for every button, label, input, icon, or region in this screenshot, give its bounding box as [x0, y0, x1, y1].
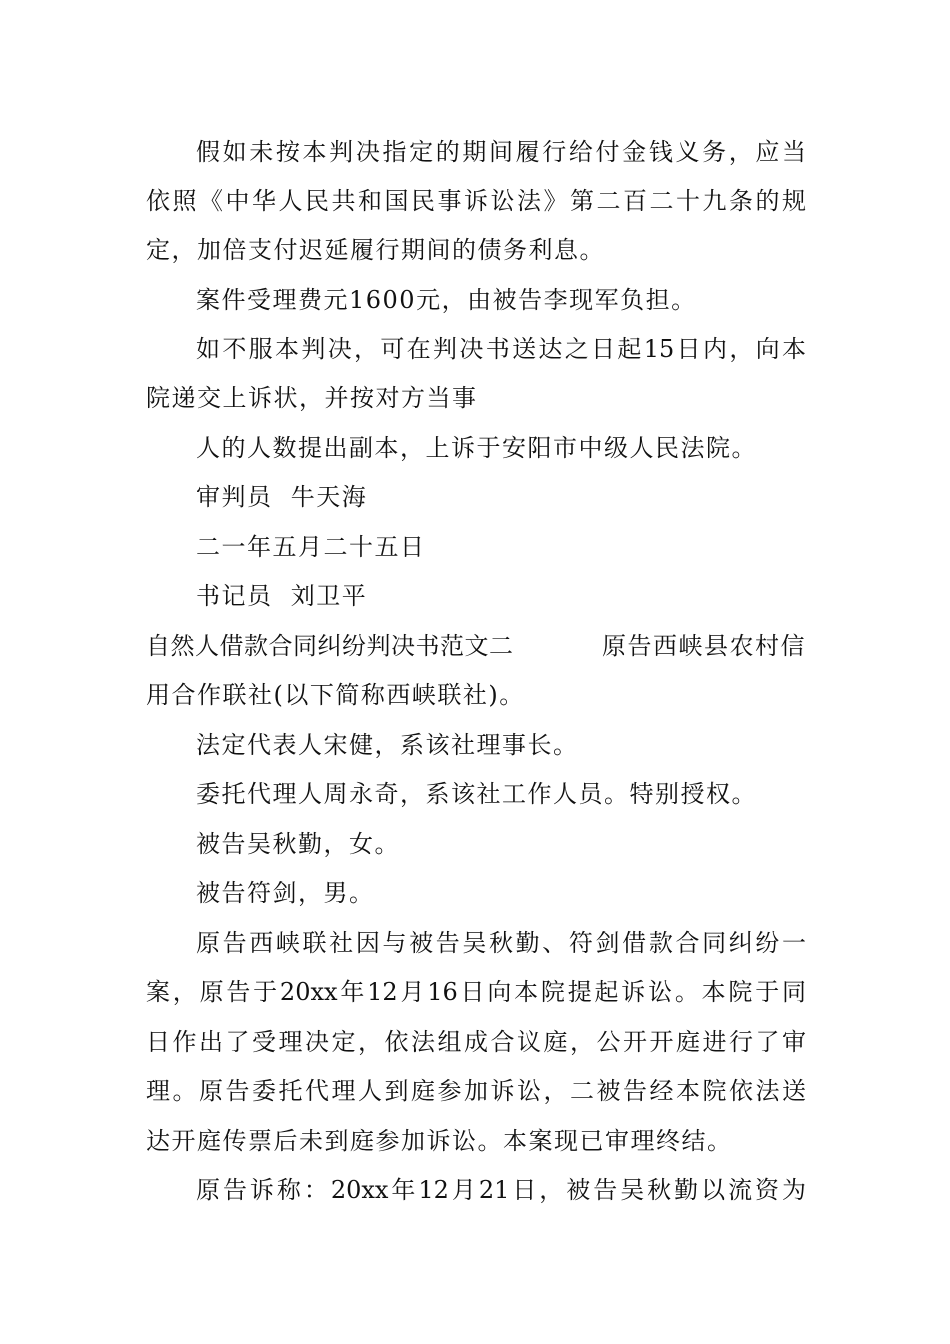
section-heading-continuation: 原告西峡县农村信	[602, 632, 806, 660]
paragraph-line: 原告诉称：20xx年12月21日，被告吴秋勤以流资为	[196, 1176, 806, 1204]
clerk-signature-line: 书记员 刘卫平	[196, 582, 368, 610]
judge-signature-line: 审判员 牛天海	[196, 483, 368, 511]
paragraph-line: 案件受理费元1600元，由被告李现军负担。	[196, 286, 697, 314]
section-heading-row	[146, 631, 806, 661]
paragraph-line: 假如未按本判决指定的期间履行给付金钱义务，应当	[196, 138, 806, 166]
paragraph-line: 理。原告委托代理人到庭参加诉讼，二被告经本院依法送	[146, 1077, 806, 1105]
paragraph-line: 被告符剑，男。	[196, 879, 375, 907]
paragraph-line: 定，加倍支付迟延履行期间的债务利息。	[146, 236, 605, 264]
paragraph-line: 原告西峡联社因与被告吴秋勤、符剑借款合同纠纷一	[196, 929, 806, 957]
paragraph-line: 被告吴秋勤，女。	[196, 830, 400, 858]
paragraph-line: 案，原告于20xx年12月16日向本院提起诉讼。本院于同	[146, 978, 806, 1006]
paragraph-line: 日作出了受理决定，依法组成合议庭，公开开庭进行了审	[146, 1028, 806, 1056]
paragraph-line: 院递交上诉状，并按对方当事	[146, 384, 478, 412]
paragraph-line: 人的人数提出副本，上诉于安阳市中级人民法院。	[196, 434, 757, 462]
paragraph-line: 委托代理人周永奇，系该社工作人员。特别授权。	[196, 780, 757, 808]
section-heading-title: 自然人借款合同纠纷判决书范文二	[146, 632, 514, 660]
date-line: 二一年五月二十五日	[196, 533, 426, 561]
paragraph-line: 法定代表人宋健，系该社理事长。	[196, 731, 579, 759]
paragraph-line: 达开庭传票后未到庭参加诉讼。本案现已审理终结。	[146, 1127, 733, 1155]
paragraph-line: 依照《中华人民共和国民事诉讼法》第二百二十九条的规	[146, 187, 806, 215]
paragraph-line: 如不服本判决，可在判决书送达之日起15日内，向本	[196, 335, 806, 363]
paragraph-line: 用合作联社(以下简称西峡联社)。	[146, 681, 525, 709]
